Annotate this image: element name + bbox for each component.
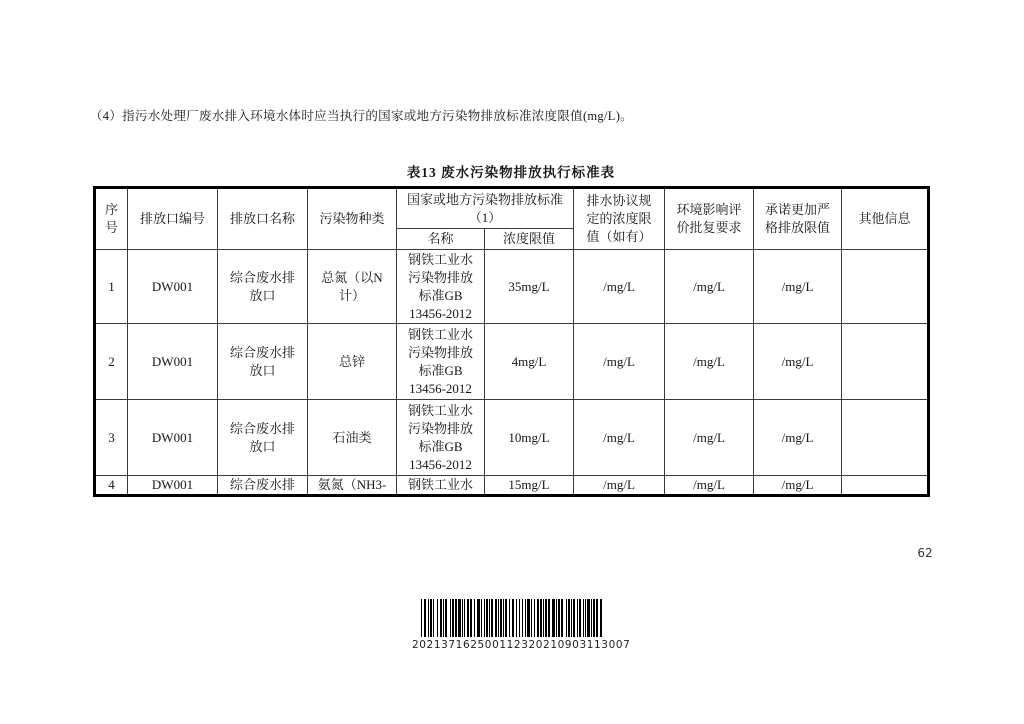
col-header-standard-group: 国家或地方污染物排放标准（1） (397, 188, 574, 229)
cell-pollutant: 总氮（以N计） (308, 250, 397, 324)
cell-stricter-limit: /mg/L (754, 476, 842, 496)
cell-agreement-limit: /mg/L (574, 250, 665, 324)
cell-eia-requirement: /mg/L (665, 250, 754, 324)
cell-agreement-limit: /mg/L (574, 400, 665, 476)
cell-agreement-limit: /mg/L (574, 324, 665, 400)
col-header-agreement-limit: 排水协议规定的浓度限值（如有） (574, 188, 665, 250)
table-title: 表13 废水污染物排放执行标准表 (406, 165, 616, 180)
cell-seq: 1 (95, 250, 128, 324)
col-header-outlet-id: 排放口编号 (128, 188, 218, 250)
cell-eia-requirement: /mg/L (665, 400, 754, 476)
cell-outlet-id: DW001 (128, 476, 218, 496)
table-row (95, 250, 929, 324)
cell-outlet-id: DW001 (128, 324, 218, 400)
barcode-digits: 202137162500112320210903113007 (412, 639, 631, 651)
cell-other-info (842, 324, 929, 400)
cell-standard-name: 钢铁工业水污染物排放标准GB 13456-2012 (397, 324, 485, 400)
page-number: 62 (917, 546, 933, 560)
discharge-standards-table (93, 186, 930, 497)
cell-outlet-id: DW001 (128, 400, 218, 476)
table-row (95, 324, 929, 400)
table-row (95, 476, 929, 496)
cell-other-info (842, 250, 929, 324)
cell-pollutant: 氨氮（NH3- (308, 476, 397, 496)
barcode (412, 599, 631, 651)
cell-pollutant: 总锌 (308, 324, 397, 400)
cell-seq: 2 (95, 324, 128, 400)
cell-eia-requirement: /mg/L (665, 324, 754, 400)
cell-stricter-limit: /mg/L (754, 250, 842, 324)
cell-seq: 4 (95, 476, 128, 496)
cell-outlet-name: 综合废水排放口 (218, 250, 308, 324)
cell-outlet-id: DW001 (128, 250, 218, 324)
col-header-stricter-limit: 承诺更加严格排放限值 (754, 188, 842, 250)
footnote-text: （4）指污水处理厂废水排入环境水体时应当执行的国家或地方污染物排放标准浓度限值(mg/L)。 (90, 109, 633, 123)
cell-outlet-name: 综合废水排放口 (218, 324, 308, 400)
cell-outlet-name: 综合废水排 (218, 476, 308, 496)
cell-standard-name: 钢铁工业水污染物排放标准GB 13456-2012 (397, 400, 485, 476)
cell-pollutant: 石油类 (308, 400, 397, 476)
col-header-other-info: 其他信息 (842, 188, 929, 250)
cell-limit: 15mg/L (485, 476, 574, 496)
table-row (95, 400, 929, 476)
col-header-outlet-name: 排放口名称 (218, 188, 308, 250)
cell-standard-name: 钢铁工业水污染物排放标准GB 13456-2012 (397, 250, 485, 324)
barcode-bars-icon (412, 599, 612, 637)
cell-other-info (842, 400, 929, 476)
col-header-eia-requirement: 环境影响评价批复要求 (665, 188, 754, 250)
cell-limit: 4mg/L (485, 324, 574, 400)
col-header-seq: 序号 (95, 188, 128, 250)
cell-standard-name: 钢铁工业水 (397, 476, 485, 496)
col-header-pollutant-type: 污染物种类 (308, 188, 397, 250)
cell-outlet-name: 综合废水排放口 (218, 400, 308, 476)
cell-stricter-limit: /mg/L (754, 400, 842, 476)
cell-eia-requirement: /mg/L (665, 476, 754, 496)
cell-agreement-limit: /mg/L (574, 476, 665, 496)
cell-seq: 3 (95, 400, 128, 476)
cell-stricter-limit: /mg/L (754, 324, 842, 400)
col-header-standard-name: 名称 (397, 229, 485, 250)
cell-limit: 10mg/L (485, 400, 574, 476)
cell-other-info (842, 476, 929, 496)
col-header-limit: 浓度限值 (485, 229, 574, 250)
cell-limit: 35mg/L (485, 250, 574, 324)
